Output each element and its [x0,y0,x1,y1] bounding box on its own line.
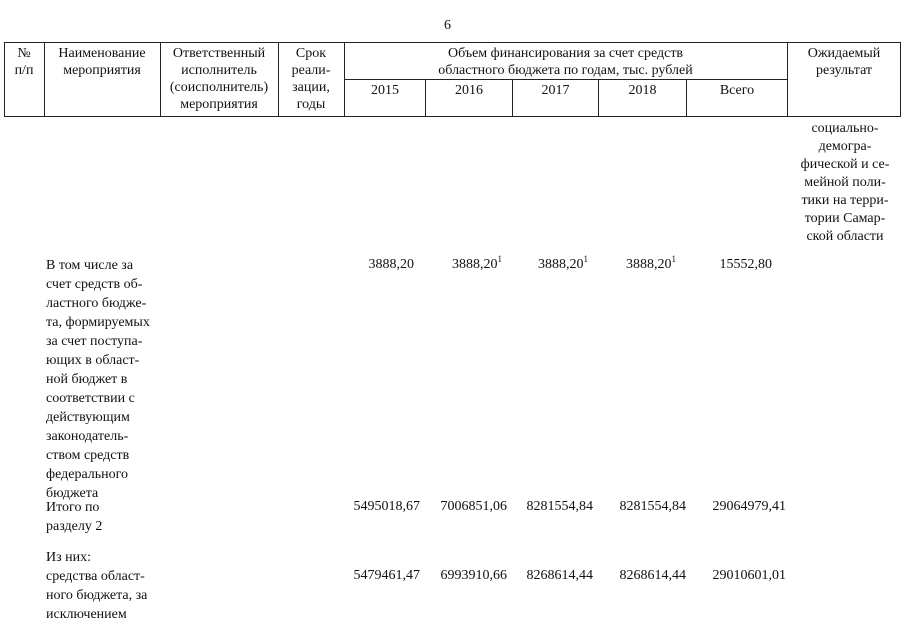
header-border [512,79,513,117]
row-name-line: ной бюджет в [46,372,128,387]
row-name-line: действующим [46,410,130,425]
row-name-line: ющих в област- [46,353,140,368]
row-name-line: счет средств об- [46,277,143,292]
row-name-line: средства област- [46,569,145,584]
row-name-line: Из них: [46,550,92,565]
header-name: Наименование мероприятия [58,46,146,78]
header-border [787,42,788,117]
header-border [278,42,279,117]
value-total: 29064979,41 [712,499,786,514]
value-2018: 8268614,44 [619,568,686,583]
row-name-line: В том числе за [46,258,134,273]
header-border [344,79,787,80]
value-total: 29010601,01 [712,568,786,583]
row-name-line: бюджета [46,486,99,501]
row-name-line: та, формируемых [46,315,150,330]
footnote-mark: 1 [497,254,502,264]
header-year-2017: 2017 [541,83,570,98]
row-name-line: исключением [46,607,127,622]
header-border [4,116,901,117]
header-border [160,42,161,117]
row-name-line: Итого по [46,500,100,515]
row-name-line: соответствии с [46,391,135,406]
header-funding: Объем финансирования за счет средств областного бюджета по годам, тыс. рублей [438,46,693,78]
row-name [46,498,164,536]
row-name [46,548,170,624]
row-name-line: ного бюджета, за [46,588,148,603]
value-2016: 7006851,06 [440,499,507,514]
header-border [686,79,687,117]
row-name-line: законодатель- [46,429,129,444]
page-number: 6 [444,18,451,33]
row-name-line: ластного бюдже- [46,296,147,311]
value-2017: 8281554,84 [526,499,593,514]
header-expected: Ожидаемый результат [807,46,881,78]
value-2017: 3888,20$^1$ [538,254,588,272]
header-border [44,42,45,117]
header-border [900,42,901,117]
header-responsible: Ответственный исполнитель (соисполнитель) мероприятия [169,46,269,112]
header-year-2015: 2015 [371,83,399,98]
value-2016: 3888,20$^1$ [452,254,502,272]
header-year-2018: 2018 [628,83,657,98]
footnote-mark: 1 [671,254,676,264]
value-2015: 5479461,47 [353,568,420,583]
row-name-line: федерального [46,467,129,482]
header-term: Срок реали- зации, годы [291,46,331,112]
value-2018: 3888,20$^1$ [626,254,676,272]
value-2018: 8281554,84 [619,499,686,514]
value-2015: 3888,20 [368,257,414,272]
header-border [425,79,426,117]
value-2016: 6993910,66 [440,568,507,583]
header-num: № п/п [14,46,34,78]
header-border [598,79,599,117]
footnote-mark: 1 [583,254,588,264]
row-name-line: разделу 2 [46,519,103,534]
value-total: 15552,80 [719,257,772,272]
row-name-line: ством средств [46,448,130,463]
header-border [4,42,901,43]
expected-result-text: социально- демогра- фической и се- мейной поли- тики на терри- тории Самар- ской области [800,121,890,244]
value-2015: 5495018,67 [353,499,420,514]
header-year-2016: 2016 [455,83,483,98]
header-total: Всего [719,83,755,98]
header-border [4,42,5,117]
value-2017: 8268614,44 [526,568,593,583]
row-name [46,256,164,503]
table-header [4,42,901,117]
row-name-line: за счет поступа- [46,334,143,349]
